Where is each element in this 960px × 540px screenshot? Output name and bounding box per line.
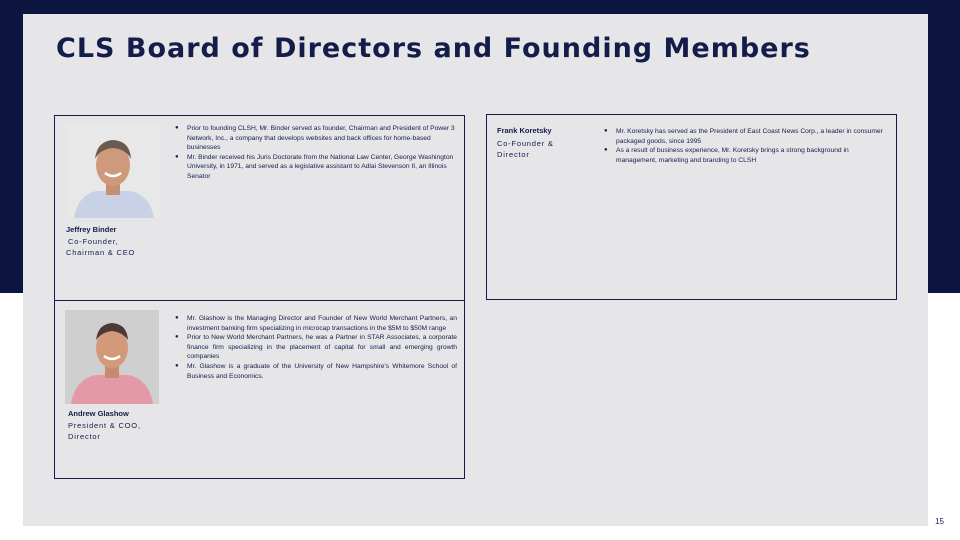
- bio-bullet: ● Mr. Glashow is a graduate of the University of New Hampshire's Whitemore School of Business and Economics.: [175, 362, 457, 381]
- member-role-glashow-line2: Director: [68, 432, 101, 441]
- member-card-binder: [54, 115, 465, 301]
- member-bio-koretsky: [604, 127, 889, 165]
- bio-bullet: ● Mr. Koretsky has served as the President of East Coast News Corp., a leader in consumer packaged goods, since 1995: [604, 127, 889, 146]
- bio-bullet: ● As a result of business experience, Mr. Koretsky brings a strong background in management, marketing and branding to CLSH: [604, 146, 889, 165]
- member-role-glashow-line1: President & COO,: [68, 421, 141, 430]
- member-name-koretsky: Frank Koretsky: [497, 126, 552, 135]
- member-name-binder: Jeffrey Binder: [66, 225, 117, 234]
- member-photo-glashow: [65, 310, 159, 404]
- member-role-binder-line2: Chairman & CEO: [66, 248, 136, 257]
- bio-bullet: ● Prior to New World Merchant Partners, he was a Partner in STAR Associates, a corporate finance firm specializing in the placement of capital for small and emerging growth companies: [175, 333, 457, 362]
- bio-bullet: ● Prior to founding CLSH, Mr. Binder served as founder, Chairman and President of Power 3 Network, Inc., a company that develops websites and back offices for home-based businesses: [175, 124, 455, 153]
- member-photo-binder: [66, 125, 160, 218]
- member-role-binder-line1: Co-Founder,: [68, 237, 119, 246]
- bio-bullet: ● Mr. Glashow is the Managing Director and Founder of New World Merchant Partners, an investment banking firm specializing in microcap transactions in the $5M to $50M range: [175, 314, 457, 333]
- bio-bullet: ● Mr. Binder received his Juris Doctorate from the National Law Center, George Washington University, in 1971, and served as a legislative assistant to Adlai Stevenson II, an Illinois Senator: [175, 153, 455, 182]
- member-role-koretsky-line2: Director: [497, 150, 530, 159]
- page-number: 15: [935, 517, 944, 526]
- member-card-koretsky: [486, 114, 897, 300]
- member-bio-glashow: [175, 314, 457, 381]
- member-role-koretsky-line1: Co-Founder &: [497, 139, 554, 148]
- member-card-glashow: [54, 300, 465, 479]
- member-name-glashow: Andrew Glashow: [68, 409, 129, 418]
- member-bio-binder: [175, 124, 455, 182]
- page-title: CLS Board of Directors and Founding Members: [56, 33, 811, 64]
